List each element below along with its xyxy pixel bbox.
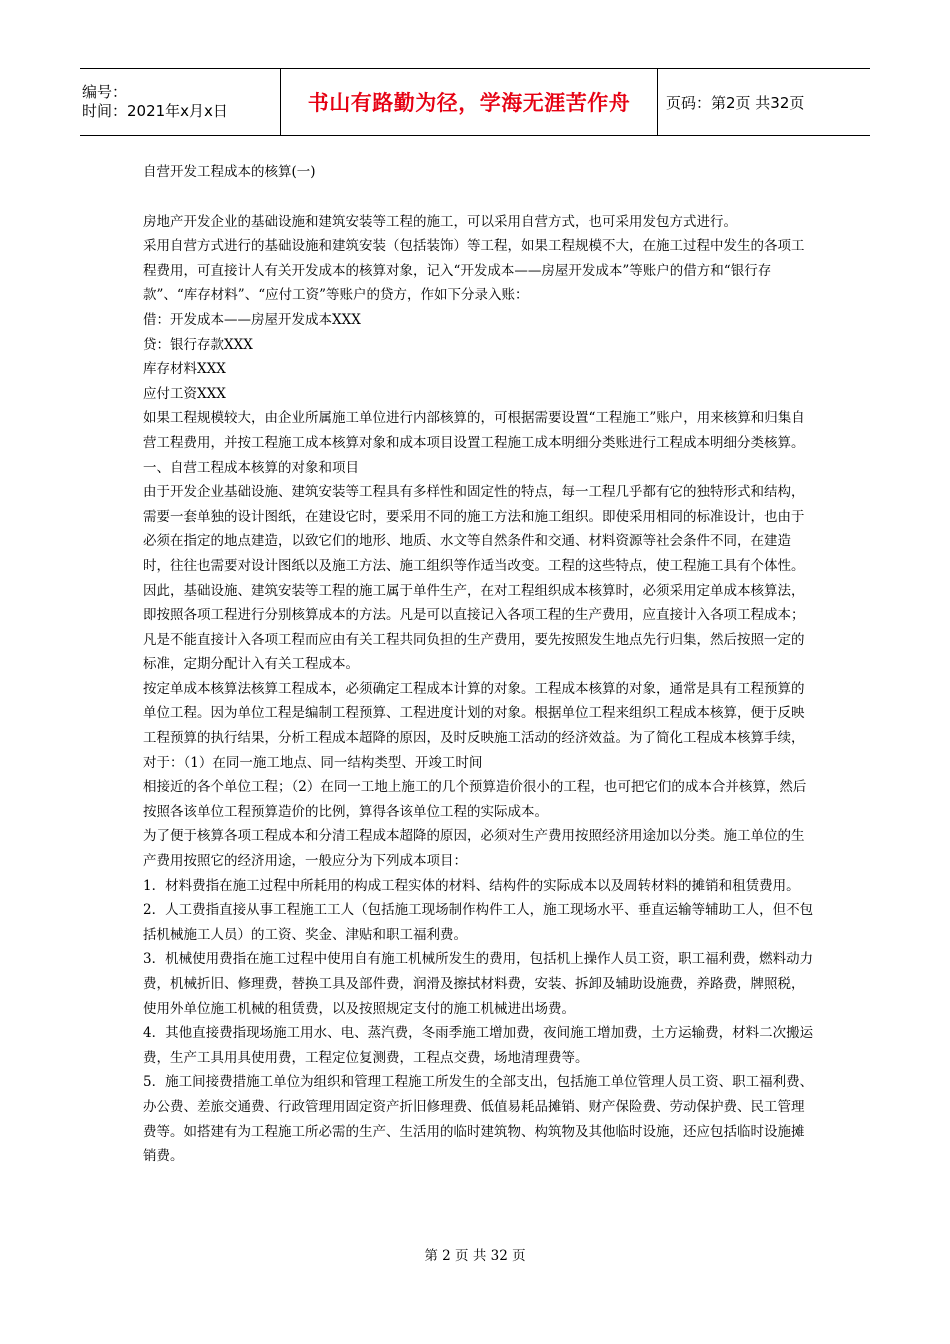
list-item: 4．其他直接费指现场施工用水、电、蒸汽费，冬雨季施工增加费，夜间施工增加费，土方运输费，材料二次搬运费，生产工具用具使用费，工程定位复测费，工程点交费，场地清理费等。	[143, 1025, 814, 1066]
header-page-cell	[658, 69, 870, 135]
list-item: 2．人工费指直接从事工程施工工人（包括施工现场制作构件工人，施工现场水平、垂直运输等辅助工人，但不包括机械施工人员）的工资、奖金、津贴和职工福利费。	[143, 902, 814, 943]
paragraph: 借：开发成本——房屋开发成本XXX	[143, 311, 361, 328]
paragraph: 为了便于核算各项工程成本和分清工程成本超降的原因，必须对生产费用按照经济用途加以分类。施工单位的生产费用按照它的经济用途，一般应分为下列成本项目：	[143, 828, 805, 870]
header-page-number: 页码：第2页 共32页	[666, 93, 805, 112]
list-item: 1．材料费指在施工过程中所耗用的构成工程实体的材料、结构件的实际成本以及周转材料的摊销和租赁费用。	[143, 877, 800, 894]
document-date-label: 时间：2021年x月x日	[82, 102, 228, 120]
section-heading: 一、自营工程成本核算的对象和项目	[143, 459, 359, 476]
list-item: 5．施工间接费措施工单位为组织和管理工程施工所发生的全部支出，包括施工单位管理人员工资、职工福利费、办公费、差旅交通费、行政管理用固定资产折旧修理费、低值易耗品摊销、财产保险费、劳动保护费、民工管理费等。如搭建有为工程施工所必需的生产、生活用的临时建筑物、构筑物及其他临时设施，还应包括临时设施摊销费。	[143, 1074, 814, 1165]
document-body	[143, 160, 815, 1169]
header-meta	[80, 69, 281, 135]
paragraph: 如果工程规模较大，由企业所属施工单位进行内部核算的，可根据需要设置“工程施工”账户，用来核算和归集自营工程费用，并按工程施工成本核算对象和成本项目设置工程施工成本明细分类账进行工程成本明细分类核算。	[143, 410, 805, 451]
paragraph: 房地产开发企业的基础设施和建筑安装等工程的施工，可以采用自营方式，也可采用发包方式进行。	[143, 213, 737, 230]
document-number-label: 编号：	[82, 83, 128, 101]
paragraph: 由于开发企业基础设施、建筑安装等工程具有多样性和固定性的特点，每一工程几乎都有它的独特形式和结构，需要一套单独的设计图纸，在建设它时，要采用不同的施工方法和施工组织。即使采用相同的标准设计，也由于必须在指定的地点建造，以致它们的地形、地质、水文等自然条件和交通、材料资源等社会条件不同，在建造时，往往也需要对设计图纸以及施工方法、施工组织等作适当改变。工程的这些特点，使工程施工具有个体性。因此，基础设施、建筑安装等工程的施工属于单件生产，在对工程组织成本核算时，必须采用定单成本核算法，即按照各项工程进行分别核算成本的方法。凡是可以直接记入各项工程的生产费用，应直接计入各项工程成本；凡是不能直接计入各项工程而应由有关工程共同负担的生产费用，要先按照发生地点先行归集，然后按照一定的标准，定期分配计入有关工程成本。	[143, 484, 805, 673]
paragraph: 按定单成本核算法核算工程成本，必须确定工程成本计算的对象。工程成本核算的对象，通常是具有工程预算的单位工程。因为单位工程是编制工程预算、工程进度计划的对象。根据单位工程来组织工程成本核算，便于反映工程预算的执行结果，分析工程成本超降的原因，及时反映施工活动的经济效益。为了简化工程成本核算手续，对于：（1）在同一施工地点、同一结构类型、开竣工时间	[143, 680, 805, 771]
header-motto: 书山有路勤为径，学海无涯苦作舟	[307, 91, 631, 115]
paragraph: 贷：银行存款XXX	[143, 336, 253, 353]
list-item: 3．机械使用费指在施工过程中使用自有施工机械所发生的费用，包括机上操作人员工资，职工福利费，燃料动力费，机械折旧、修理费，替换工具及部件费，润滑及擦拭材料费，安装、拆卸及辅助设施费，养路费，牌照税，使用外单位施工机械的租赁费，以及按照规定支付的施工机械进出场费。	[143, 951, 814, 1017]
page-header	[80, 68, 870, 136]
paragraph: 采用自营方式进行的基础设施和建筑安装（包括装饰）等工程，如果工程规模不大，在施工过程中发生的各项工程费用，可直接计人有关开发成本的核算对象，记入“开发成本——房屋开发成本”等账户的借方和“银行存款”、“库存材料”、“应付工资”等账户的贷方，作如下分录入账：	[143, 238, 805, 304]
header-motto-cell	[281, 69, 658, 135]
paragraph: 相接近的各个单位工程；（2）在同一工地上施工的几个预算造价很小的工程，也可把它们的成本合并核算，然后按照各该单位工程预算造价的比例，算得各该单位工程的实际成本。	[143, 779, 807, 820]
document-title: 自营开发工程成本的核算(一)	[143, 164, 316, 180]
paragraph: 应付工资XXX	[143, 385, 226, 402]
paragraph: 库存材料XXX	[143, 361, 226, 378]
page-footer: 第 2 页 共 32 页	[424, 1248, 526, 1264]
